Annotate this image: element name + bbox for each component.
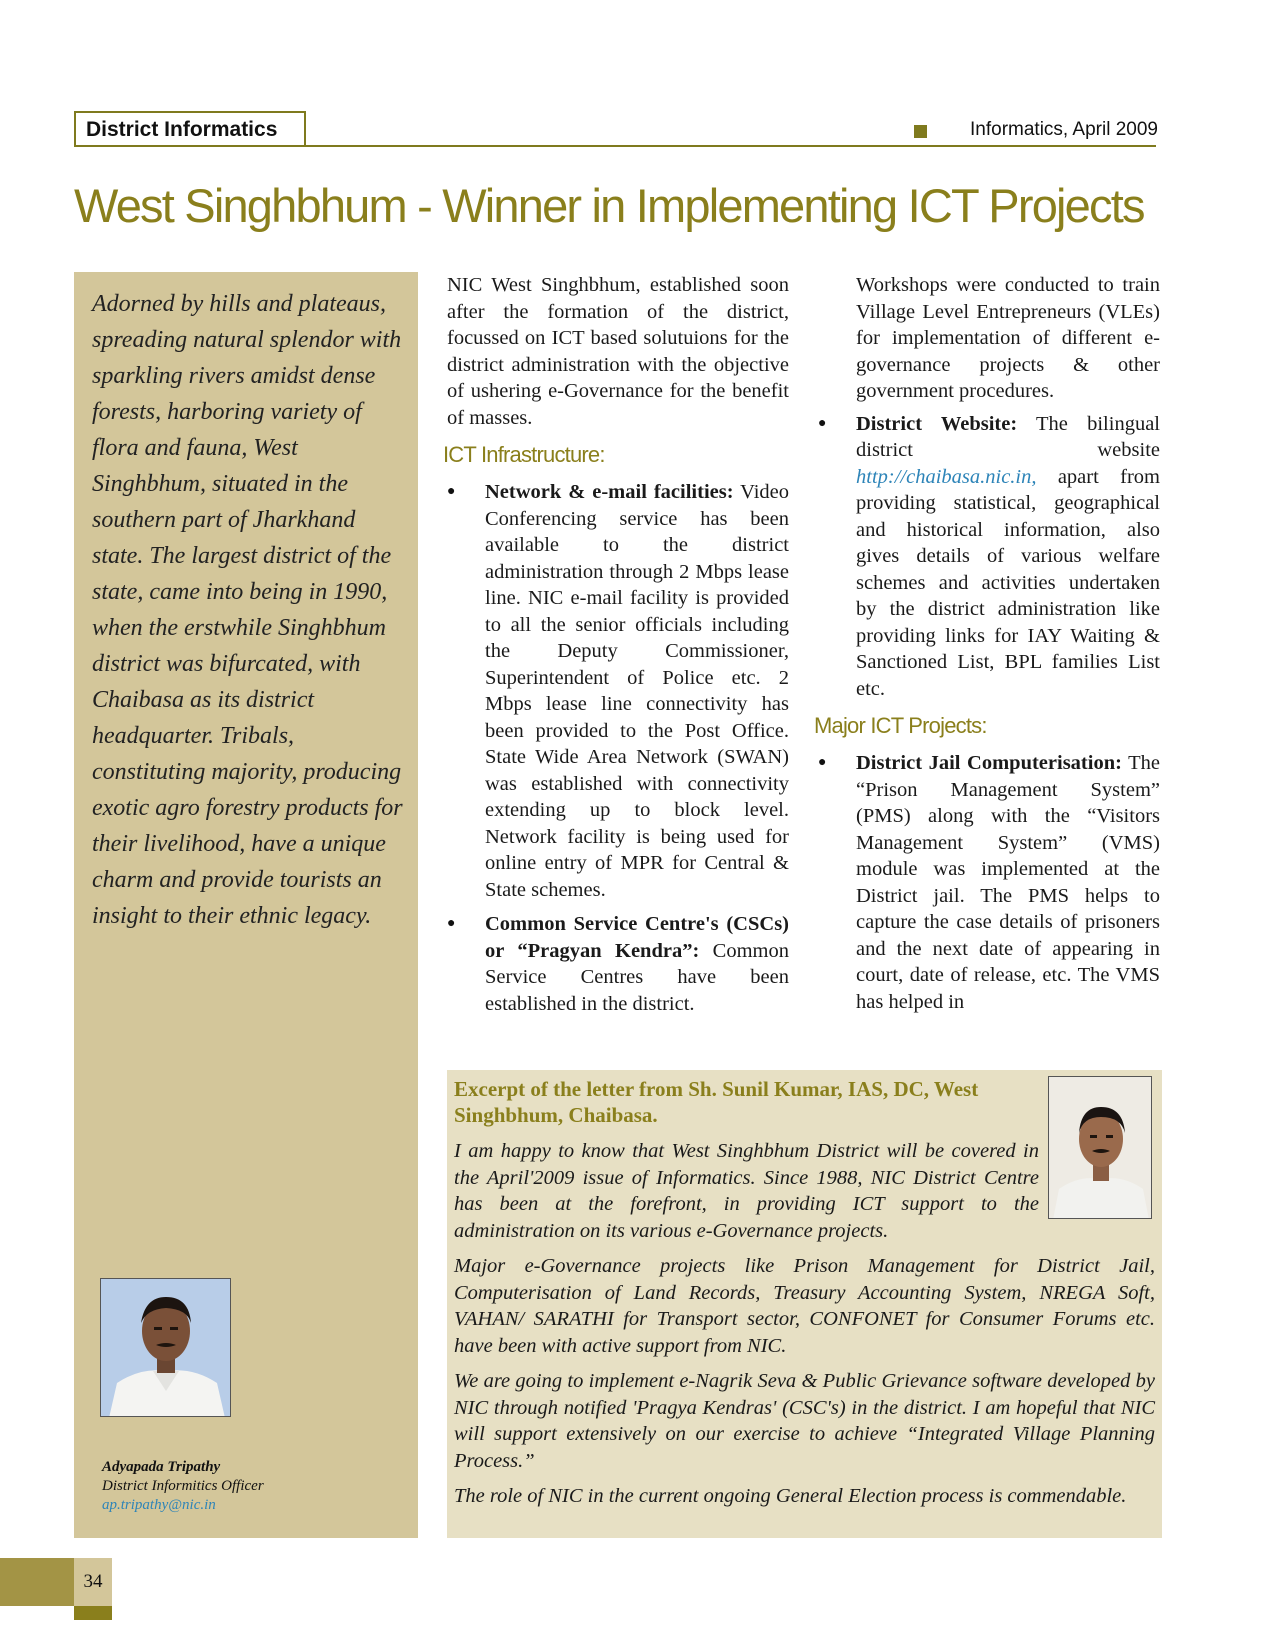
website-link[interactable]: http://chaibasa.nic.in, <box>856 465 1037 488</box>
jail-lead: District Jail Computerisation: <box>856 752 1122 774</box>
csc-text: Common Service Centres have been established in the district. <box>485 939 789 1015</box>
page-title: West Singhbhum - Winner in Implementing ICT Projects <box>74 179 1144 232</box>
website-text-after: apart from providing statistical, geographical and historical information, also gives details of various welfare schemes and activities undertaken by the district administration like providing links for IAY Waiting & Sanctioned List, BPL families List etc. <box>856 465 1160 700</box>
dc-photo <box>1048 1076 1152 1219</box>
section-label: District Informatics <box>74 111 306 147</box>
excerpt-paragraph-3: We are going to implement e-Nagrik Seva & Public Grievance software developed by NIC through notified 'Pragya Kendras' (CSC's) in the district. I am hopeful that NIC will support extensively on our exercise to achieve “Integrated Village Planning Process.” <box>454 1370 1155 1472</box>
sidebar <box>74 272 418 1538</box>
body-column-1 <box>443 272 789 1025</box>
excerpt-paragraph-2: Major e-Governance projects like Prison Management for District Jail, Computerisation of Land Records, Treasury Accounting System, NREGA Soft, VAHAN/ SARATHI for Transport sector, CONFONET for Consumer Forums etc. have been with active support from NIC. <box>454 1255 1155 1357</box>
body-column-2 <box>814 272 1160 1023</box>
author-name: Adyapada Tripathy <box>102 1459 221 1475</box>
author-photo <box>100 1278 231 1417</box>
network-text: Video Conferencing service has been available to the district administration through 2 Mbps lease line. NIC e-mail facility is provided to all the senior officials including the Deputy Commissioner, Superintendent of Police etc. 2 Mbps lease line connectivity has been provided to the Post Office. State Wide Area Network (SWAN) was established with connectivity extending up to block level. Network facility is being used for online entry of MPR for Central & State schemes. <box>485 481 789 901</box>
csc-lead: Common Service Centre's (CSCs) or “Pragyan Kendra”: <box>485 913 789 962</box>
dc-portrait-image <box>1049 1077 1152 1219</box>
workshops-paragraph: Workshops were conducted to train Village Level Entrepreneurs (VLEs) for implementation of different e-governance projects & other government procedures. <box>856 274 1160 402</box>
network-lead: Network & e-mail facilities: <box>485 481 734 503</box>
website-list <box>818 411 1160 703</box>
website-lead: District Website: <box>856 412 1018 435</box>
list-item-network <box>447 479 789 903</box>
list-item-csc <box>447 911 789 1017</box>
major-projects-heading: Major ICT Projects: <box>814 713 987 738</box>
header-square-marker <box>914 125 927 138</box>
jail-text: The “Prison Management System” (PMS) along with the “Visitors Management System” (VMS) module was implemented at the District jail. The PMS helps to capture the case details of prisoners and the next date of appearing in court, date of release, etc. The VMS has helped in <box>856 752 1160 1013</box>
list-item-website <box>818 411 1160 703</box>
excerpt-heading: Excerpt of the letter from Sh. Sunil Kumar, IAS, DC, West Singhbhum, Chaibasa. <box>454 1077 979 1127</box>
author-portrait-image <box>101 1279 231 1417</box>
page-number: 34 <box>74 1558 112 1606</box>
excerpt-box <box>447 1070 1162 1538</box>
list-item-jail <box>818 750 1160 1015</box>
author-email-link[interactable]: ap.tripathy@nic.in <box>102 1497 216 1513</box>
footer-accent-block <box>0 1558 74 1606</box>
footer-accent-strip <box>74 1606 112 1620</box>
ict-infrastructure-heading: ICT Infrastructure: <box>443 442 605 467</box>
header-rule <box>74 145 1156 147</box>
sidebar-intro: Adorned by hills and plateaus, spreading natural splendor with sparkling rivers amidst dense forests, harboring variety of flora and fauna, West Singhbhum, situated in the southern part of Jharkhand state. The largest district of the state, came into being in 1990, when the erstwhile Singhbhum district was bifurcated, with Chaibasa as its district headquarter. Tribals, constituting majority, producing exotic agro forestry products for their livelihood, have a unique charm and provide tourists an insight to their ethnic legacy. <box>92 291 403 929</box>
ict-infrastructure-list <box>447 479 789 1017</box>
major-projects-list <box>818 750 1160 1015</box>
author-role: District Informitics Officer <box>102 1478 264 1494</box>
excerpt-paragraph-4: The role of NIC in the current ongoing General Election process is commendable. <box>454 1485 1127 1507</box>
issue-label: Informatics, April 2009 <box>970 119 1158 140</box>
intro-paragraph: NIC West Singhbhum, established soon after the formation of the district, focussed on ICT based solutuions for the district administration with the objective of ushering e-Governance for the benefit of masses. <box>447 274 789 429</box>
excerpt-paragraph-1: I am happy to know that West Singhbhum District will be covered in the April'2009 issue of Informatics. Since 1988, NIC District Centre has been at the forefront, in providing ICT support to the administration on its various e-Governance projects. <box>454 1140 1039 1242</box>
website-text-before: The bilingual district website <box>856 412 1160 461</box>
